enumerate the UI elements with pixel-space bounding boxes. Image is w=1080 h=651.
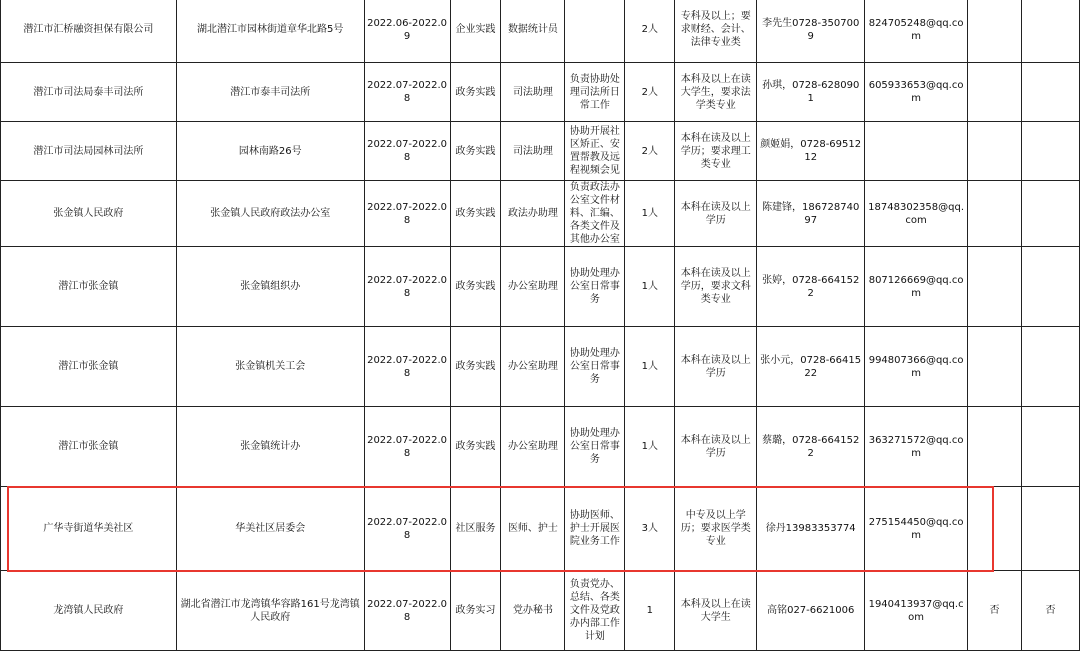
cell-duty: 负责政法办公室文件材料、汇编、各类文件及其他办公室 bbox=[565, 181, 625, 247]
cell-duty bbox=[565, 0, 625, 63]
cell-contact: 孙琪，0728-6280901 bbox=[757, 63, 865, 122]
table-row bbox=[1, 181, 1080, 247]
cell-post: 党办秘书 bbox=[501, 571, 565, 651]
cell-org: 潜江市汇桥融资担保有限公司 bbox=[1, 0, 177, 63]
cell-post: 办公室助理 bbox=[501, 407, 565, 487]
cell-req: 本科在读及以上学历 bbox=[675, 181, 757, 247]
cell-c2 bbox=[1021, 181, 1079, 247]
cell-num: 3人 bbox=[625, 487, 675, 571]
cell-contact: 蔡璐，0728-6641522 bbox=[757, 407, 865, 487]
cell-email: 994807366@qq.com bbox=[865, 327, 968, 407]
cell-duty: 协助开展社区矫正、安置帮教及远程视频会见 bbox=[565, 122, 625, 181]
cell-c1 bbox=[968, 122, 1022, 181]
cell-type: 企业实践 bbox=[450, 0, 501, 63]
cell-addr: 湖北潜江市园林街道章华北路5号 bbox=[176, 0, 364, 63]
cell-post: 数据统计员 bbox=[501, 0, 565, 63]
cell-c1 bbox=[968, 0, 1022, 63]
cell-duty: 协助处理办公室日常事务 bbox=[565, 327, 625, 407]
cell-period: 2022.07-2022.08 bbox=[364, 487, 450, 571]
cell-org: 潜江市张金镇 bbox=[1, 407, 177, 487]
cell-email: 807126669@qq.com bbox=[865, 247, 968, 327]
table-row bbox=[1, 63, 1080, 122]
cell-type: 政务实践 bbox=[450, 247, 501, 327]
cell-req: 本科及以上在读大学生 bbox=[675, 571, 757, 651]
cell-type: 政务实践 bbox=[450, 122, 501, 181]
cell-period: 2022.07-2022.08 bbox=[364, 407, 450, 487]
cell-addr: 张金镇组织办 bbox=[176, 247, 364, 327]
cell-duty: 协助处理办公室日常事务 bbox=[565, 247, 625, 327]
cell-email: 363271572@qq.com bbox=[865, 407, 968, 487]
cell-duty: 负责协助处理司法所日常工作 bbox=[565, 63, 625, 122]
cell-email: 605933653@qq.com bbox=[865, 63, 968, 122]
cell-addr: 园林南路26号 bbox=[176, 122, 364, 181]
cell-c1 bbox=[968, 487, 1022, 571]
cell-type: 政务实践 bbox=[450, 63, 501, 122]
cell-num: 1人 bbox=[625, 247, 675, 327]
cell-org: 潜江市司法局园林司法所 bbox=[1, 122, 177, 181]
cell-period: 2022.07-2022.08 bbox=[364, 181, 450, 247]
cell-email bbox=[865, 122, 968, 181]
cell-contact: 李先生0728-3507009 bbox=[757, 0, 865, 63]
cell-addr: 潜江市泰丰司法所 bbox=[176, 63, 364, 122]
cell-period: 2022.07-2022.08 bbox=[364, 63, 450, 122]
cell-type: 政务实践 bbox=[450, 181, 501, 247]
cell-addr: 张金镇机关工会 bbox=[176, 327, 364, 407]
cell-req: 本科在读及以上学历，要求文科类专业 bbox=[675, 247, 757, 327]
cell-num: 2人 bbox=[625, 63, 675, 122]
cell-num: 1人 bbox=[625, 181, 675, 247]
cell-type: 政务实践 bbox=[450, 407, 501, 487]
cell-post: 政法办助理 bbox=[501, 181, 565, 247]
cell-duty: 负责党办、总结、各类文件及党政办内部工作计划 bbox=[565, 571, 625, 651]
cell-req: 本科在读及以上学历；要求理工类专业 bbox=[675, 122, 757, 181]
cell-addr: 湖北省潜江市龙湾镇华容路161号龙湾镇人民政府 bbox=[176, 571, 364, 651]
cell-period: 2022.07-2022.08 bbox=[364, 247, 450, 327]
cell-contact: 张婷，0728-6641522 bbox=[757, 247, 865, 327]
cell-c1 bbox=[968, 407, 1022, 487]
table-row bbox=[1, 571, 1080, 651]
cell-post: 司法助理 bbox=[501, 122, 565, 181]
cell-post: 办公室助理 bbox=[501, 327, 565, 407]
cell-type: 政务实践 bbox=[450, 327, 501, 407]
cell-num: 2人 bbox=[625, 0, 675, 63]
cell-duty: 协助处理办公室日常事务 bbox=[565, 407, 625, 487]
cell-period: 2022.07-2022.08 bbox=[364, 122, 450, 181]
cell-period: 2022.07-2022.08 bbox=[364, 327, 450, 407]
cell-c2: 否 bbox=[1021, 571, 1079, 651]
cell-addr: 张金镇统计办 bbox=[176, 407, 364, 487]
table-row bbox=[1, 0, 1080, 63]
cell-type: 政务实习 bbox=[450, 571, 501, 651]
cell-c2 bbox=[1021, 63, 1079, 122]
cell-duty: 协助医师、护士开展医院业务工作 bbox=[565, 487, 625, 571]
cell-c1: 否 bbox=[968, 571, 1022, 651]
table-row bbox=[1, 247, 1080, 327]
cell-org: 潜江市张金镇 bbox=[1, 247, 177, 327]
cell-addr: 华美社区居委会 bbox=[176, 487, 364, 571]
cell-period: 2022.07-2022.08 bbox=[364, 571, 450, 651]
cell-post: 司法助理 bbox=[501, 63, 565, 122]
cell-req: 本科及以上在读大学生，要求法学类专业 bbox=[675, 63, 757, 122]
cell-addr: 张金镇人民政府政法办公室 bbox=[176, 181, 364, 247]
cell-c1 bbox=[968, 63, 1022, 122]
cell-num: 1人 bbox=[625, 407, 675, 487]
cell-c1 bbox=[968, 247, 1022, 327]
cell-c2 bbox=[1021, 327, 1079, 407]
cell-contact: 张小元，0728-6641522 bbox=[757, 327, 865, 407]
cell-contact: 高铭027-6621006 bbox=[757, 571, 865, 651]
cell-email: 18748302358@qq.com bbox=[865, 181, 968, 247]
cell-email: 275154450@qq.com bbox=[865, 487, 968, 571]
cell-org: 广华寺街道华美社区 bbox=[1, 487, 177, 571]
table-row bbox=[1, 122, 1080, 181]
cell-c2 bbox=[1021, 122, 1079, 181]
cell-c2 bbox=[1021, 247, 1079, 327]
cell-period: 2022.06-2022.09 bbox=[364, 0, 450, 63]
cell-c2 bbox=[1021, 407, 1079, 487]
cell-post: 医师、护士 bbox=[501, 487, 565, 571]
cell-type: 社区服务 bbox=[450, 487, 501, 571]
cell-c2 bbox=[1021, 487, 1079, 571]
table-row bbox=[1, 407, 1080, 487]
cell-org: 龙湾镇人民政府 bbox=[1, 571, 177, 651]
cell-contact: 颜姬娟，0728-6951212 bbox=[757, 122, 865, 181]
cell-num: 1人 bbox=[625, 327, 675, 407]
cell-org: 潜江市张金镇 bbox=[1, 327, 177, 407]
cell-req: 专科及以上；要求财经、会计、法律专业类 bbox=[675, 0, 757, 63]
cell-email: 1940413937@qq.com bbox=[865, 571, 968, 651]
cell-req: 本科在读及以上学历 bbox=[675, 327, 757, 407]
cell-req: 本科在读及以上学历 bbox=[675, 407, 757, 487]
cell-c1 bbox=[968, 327, 1022, 407]
table-row bbox=[1, 487, 1080, 571]
cell-num: 2人 bbox=[625, 122, 675, 181]
cell-post: 办公室助理 bbox=[501, 247, 565, 327]
cell-c2 bbox=[1021, 0, 1079, 63]
cell-org: 张金镇人民政府 bbox=[1, 181, 177, 247]
cell-c1 bbox=[968, 181, 1022, 247]
table-row bbox=[1, 327, 1080, 407]
cell-num: 1 bbox=[625, 571, 675, 651]
cell-org: 潜江市司法局泰丰司法所 bbox=[1, 63, 177, 122]
cell-req: 中专及以上学历；要求医学类专业 bbox=[675, 487, 757, 571]
cell-contact: 陈建锋，18672874097 bbox=[757, 181, 865, 247]
cell-contact: 徐丹13983353774 bbox=[757, 487, 865, 571]
cell-email: 824705248@qq.com bbox=[865, 0, 968, 63]
